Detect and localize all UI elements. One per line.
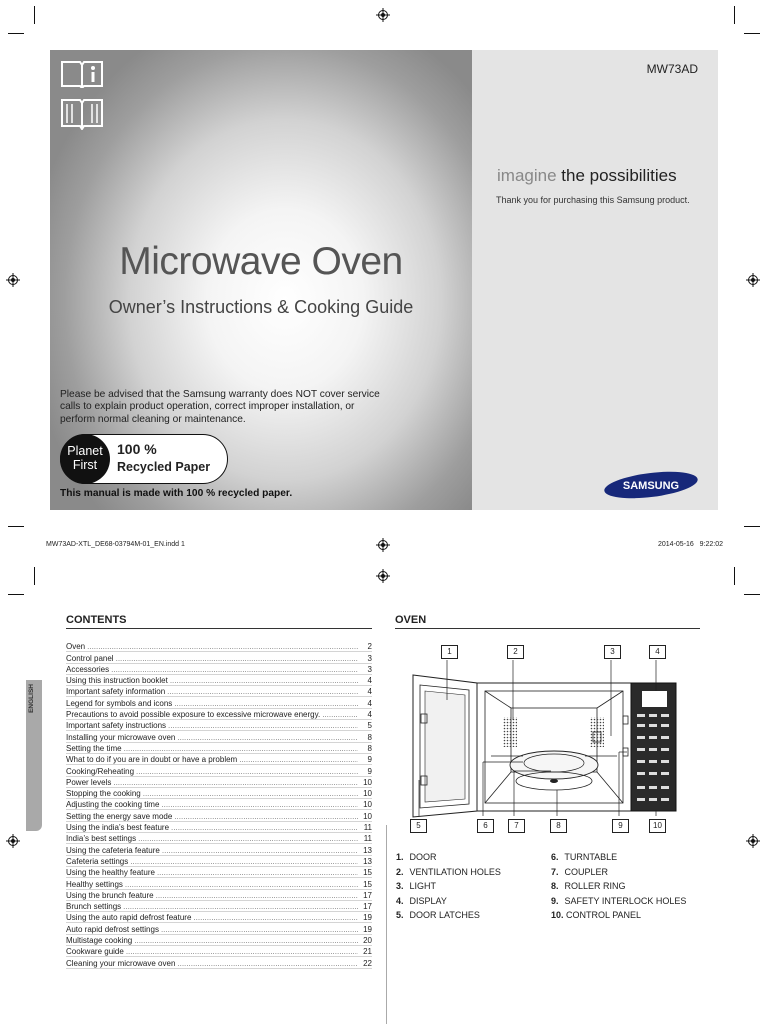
legend-number: 4. xyxy=(396,895,404,906)
callout-8: 8 xyxy=(550,819,567,833)
contents-item-title: Legend for symbols and icons xyxy=(66,698,173,708)
legend-number: 2. xyxy=(396,866,404,877)
contents-leader xyxy=(174,812,358,821)
contents-row[interactable] xyxy=(66,675,372,686)
contents-leader xyxy=(157,868,358,877)
contents-row[interactable] xyxy=(66,697,372,708)
contents-item-page: 11 xyxy=(363,834,372,844)
legend-label: LIGHT xyxy=(409,881,437,892)
contents-leader xyxy=(167,687,358,696)
contents-row[interactable] xyxy=(66,890,372,901)
legend-item xyxy=(551,879,686,894)
contents-item-page: 17 xyxy=(363,902,372,912)
contents-leader xyxy=(174,699,358,708)
callout-10: 10 xyxy=(649,819,666,833)
contents-item-page: 4 xyxy=(367,710,372,720)
legend-number: 5. xyxy=(396,910,404,921)
oven-legend-left xyxy=(396,850,501,923)
legend-label: VENTILATION HOLES xyxy=(409,866,501,877)
contents-item-title: Cleaning your microwave oven xyxy=(66,958,176,968)
contents-row[interactable] xyxy=(66,878,372,889)
contents-list xyxy=(66,641,372,969)
contents-row[interactable] xyxy=(66,856,372,867)
legend-item xyxy=(396,865,501,880)
callout-2: 2 xyxy=(507,645,524,659)
contents-item-page: 4 xyxy=(367,698,372,708)
contents-leader xyxy=(170,676,358,685)
contents-leader xyxy=(171,823,358,832)
open-book-icon xyxy=(60,96,104,130)
contents-row[interactable] xyxy=(66,664,372,675)
contents-leader xyxy=(143,789,358,798)
callout-4: 4 xyxy=(649,645,666,659)
contents-leader xyxy=(123,902,358,911)
contents-row[interactable] xyxy=(66,799,372,810)
legend-item xyxy=(551,894,686,909)
contents-item-page: 3 xyxy=(367,664,372,674)
oven-diagram xyxy=(395,640,700,840)
legend-label: DISPLAY xyxy=(409,895,447,906)
contents-leader xyxy=(130,857,358,866)
contents-leader xyxy=(125,880,358,889)
contents-row[interactable] xyxy=(66,686,372,697)
legend-item xyxy=(396,879,501,894)
contents-row[interactable] xyxy=(66,754,372,765)
column-divider xyxy=(386,825,387,1024)
contents-leader xyxy=(87,642,358,651)
tagline xyxy=(497,166,677,186)
contents-leader xyxy=(156,891,358,900)
contents-item-page: 15 xyxy=(363,868,372,878)
contents-item-title: Cooking/Reheating xyxy=(66,766,135,776)
samsung-logo xyxy=(603,470,699,500)
contents-leader xyxy=(177,733,358,742)
callout-6: 6 xyxy=(477,819,494,833)
contents-row[interactable] xyxy=(66,765,372,776)
contents-item-title: What to do if you are in doubt or have a problem xyxy=(66,755,238,765)
legend-number: 7. xyxy=(551,866,559,877)
contents-item-page: 19 xyxy=(363,913,372,923)
contents-row[interactable] xyxy=(66,731,372,742)
contents-item-title: Cafeteria settings xyxy=(66,856,129,866)
contents-item-title: Setting the energy save mode xyxy=(66,811,173,821)
contents-item-page: 20 xyxy=(363,936,372,946)
contents-row[interactable] xyxy=(66,788,372,799)
contents-row[interactable] xyxy=(66,912,372,923)
contents-item-page: 10 xyxy=(363,789,372,799)
slug-date: 2014-05-16 9:22:02 xyxy=(658,541,723,548)
contents-item-page: 9 xyxy=(367,766,372,776)
legend-label: DOOR xyxy=(409,852,437,862)
contents-item-title: Using the auto rapid defrost feature xyxy=(66,913,192,923)
contents-rule xyxy=(66,628,372,629)
contents-item-page: 22 xyxy=(363,958,372,968)
contents-leader xyxy=(168,721,358,730)
contents-item-page: 10 xyxy=(363,777,372,787)
warranty-notice: Please be advised that the Samsung warranty does NOT cover service calls to explain product operation, correct improper installation, or perform normal cleaning or maintenance. xyxy=(60,389,380,425)
contents-item-page: 10 xyxy=(363,811,372,821)
contents-item-title: Power levels xyxy=(66,777,112,787)
legend-item xyxy=(396,850,501,865)
contents-row[interactable] xyxy=(66,946,372,957)
registration-mark-icon xyxy=(376,538,390,552)
contents-row[interactable] xyxy=(66,957,372,968)
contents-item-title: Cookware guide xyxy=(66,947,124,957)
contents-heading: CONTENTS xyxy=(66,614,127,626)
contents-leader xyxy=(134,936,358,945)
legend-item xyxy=(396,894,501,909)
contents-item-page: 19 xyxy=(363,924,372,934)
contents-row[interactable] xyxy=(66,923,372,934)
registration-mark-icon xyxy=(376,569,390,583)
tagline-light: imagine xyxy=(497,166,557,185)
contents-leader xyxy=(177,959,358,968)
contents-item-title: Using the brunch feature xyxy=(66,890,154,900)
contents-row[interactable] xyxy=(66,777,372,788)
contents-row[interactable] xyxy=(66,935,372,946)
cover-subtitle: Owner’s Instructions & Cooking Guide xyxy=(108,297,414,317)
contents-item-title: India’s best settings xyxy=(66,834,137,844)
contents-item-title: Precautions to avoid possible exposure to excessive microwave energy. xyxy=(66,710,321,720)
contents-item-page: 2 xyxy=(367,642,372,652)
cover-title: Microwave Oven xyxy=(119,240,403,283)
legend-item xyxy=(551,850,686,865)
recycled-note: This manual is made with 100 % recycled paper. xyxy=(60,488,293,499)
contents-leader xyxy=(138,834,358,843)
contents-item-page: 3 xyxy=(367,653,372,663)
callout-3: 3 xyxy=(604,645,621,659)
tagline-dark: the possibilities xyxy=(561,166,677,185)
svg-text:SAMSUNG: SAMSUNG xyxy=(622,480,680,492)
contents-item-title: Using the cafeteria feature xyxy=(66,845,160,855)
registration-mark-icon xyxy=(6,273,20,287)
contents-row[interactable] xyxy=(66,743,372,754)
registration-mark-icon xyxy=(6,834,20,848)
contents-item-page: 13 xyxy=(363,845,372,855)
contents-item-title: Using the healthy feature xyxy=(66,868,155,878)
contents-leader xyxy=(161,800,358,809)
language-tab: ENGLISH xyxy=(26,680,42,831)
model-number: MW73AD xyxy=(646,62,698,76)
contents-leader xyxy=(113,778,358,787)
legend-label: ROLLER RING xyxy=(564,881,626,892)
cover-right-panel xyxy=(472,50,718,510)
contents-item-title: Stopping the cooking xyxy=(66,789,141,799)
contents-item-page: 4 xyxy=(367,676,372,686)
contents-item-title: Accessories xyxy=(66,664,110,674)
registration-mark-icon xyxy=(746,273,760,287)
legend-number: 9. xyxy=(551,895,559,906)
oven-rule xyxy=(395,628,700,629)
legend-label: COUPLER xyxy=(564,866,609,877)
contents-item-title: Setting the time xyxy=(66,743,122,753)
callout-1: 1 xyxy=(441,645,458,659)
contents-item-page: 15 xyxy=(363,879,372,889)
contents-item-page: 11 xyxy=(363,823,372,833)
contents-leader xyxy=(193,913,358,922)
contents-item-title: Healthy settings xyxy=(66,879,123,889)
contents-item-title: Oven xyxy=(66,642,86,652)
planet-first-logo: Planet First xyxy=(60,434,110,484)
contents-leader xyxy=(136,767,358,776)
legend-number: 10. xyxy=(551,910,564,921)
info-book-icon xyxy=(60,58,104,88)
legend-label: SAFETY INTERLOCK HOLES xyxy=(564,895,687,906)
contents-row[interactable] xyxy=(66,844,372,855)
legend-label: TURNTABLE xyxy=(564,852,618,862)
contents-leader xyxy=(111,665,358,674)
contents-item-page: 5 xyxy=(367,721,372,731)
legend-item xyxy=(551,908,686,923)
contents-row[interactable] xyxy=(66,833,372,844)
contents-item-title: Important safety instructions xyxy=(66,721,167,731)
contents-row[interactable] xyxy=(66,652,372,663)
contents-row[interactable] xyxy=(66,867,372,878)
contents-row[interactable] xyxy=(66,810,372,821)
contents-row[interactable] xyxy=(66,901,372,912)
legend-number: 8. xyxy=(551,881,559,892)
recycled-label: Recycled Paper xyxy=(117,460,211,474)
legend-item xyxy=(551,865,686,880)
legend-number: 6. xyxy=(551,852,559,862)
contents-item-title: Brunch settings xyxy=(66,902,122,912)
contents-item-page: 4 xyxy=(367,687,372,697)
contents-row[interactable] xyxy=(66,822,372,833)
contents-leader xyxy=(126,947,358,956)
callout-7: 7 xyxy=(508,819,525,833)
contents-item-title: Control panel xyxy=(66,653,114,663)
contents-row[interactable] xyxy=(66,641,372,652)
legend-label: DOOR LATCHES xyxy=(409,910,480,921)
cover-page xyxy=(50,50,718,510)
contents-item-page: 10 xyxy=(363,800,372,810)
legend-number: 3. xyxy=(396,881,404,892)
oven-heading: OVEN xyxy=(395,614,427,626)
contents-leader xyxy=(322,710,358,719)
contents-leader xyxy=(162,846,358,855)
recycled-percentage: 100 % xyxy=(117,441,157,457)
callout-9: 9 xyxy=(612,819,629,833)
contents-item-title: Using the india’s best feature xyxy=(66,823,170,833)
registration-mark-icon xyxy=(746,834,760,848)
contents-item-page: 17 xyxy=(363,890,372,900)
contents-leader xyxy=(239,755,358,764)
contents-item-title: Auto rapid defrost settings xyxy=(66,924,159,934)
contents-item-page: 8 xyxy=(367,743,372,753)
recycled-paper-badge xyxy=(60,434,228,484)
slug-filename: MW73AD-XTL_DE68-03794M-01_EN.indd 1 xyxy=(46,541,185,548)
contents-item-page: 21 xyxy=(363,947,372,957)
legend-number: 1. xyxy=(396,852,404,862)
contents-item-title: Adjusting the cooking time xyxy=(66,800,160,810)
callout-5: 5 xyxy=(410,819,427,833)
contents-item-page: 8 xyxy=(367,732,372,742)
contents-leader xyxy=(161,925,358,934)
registration-mark-icon xyxy=(376,8,390,22)
oven-legend-right xyxy=(551,850,686,923)
contents-leader xyxy=(124,744,358,753)
contents-row[interactable] xyxy=(66,709,372,720)
legend-label: CONTROL PANEL xyxy=(566,910,642,921)
contents-item-page: 9 xyxy=(367,755,372,765)
thank-you-text: Thank you for purchasing this Samsung product. xyxy=(496,195,690,205)
contents-item-title: Installing your microwave oven xyxy=(66,732,176,742)
contents-item-page: 13 xyxy=(363,856,372,866)
contents-leader xyxy=(116,654,358,663)
contents-item-title: Multistage cooking xyxy=(66,936,133,946)
contents-item-title: Important safety information xyxy=(66,687,166,697)
contents-row[interactable] xyxy=(66,720,372,731)
contents-item-title: Using this instruction booklet xyxy=(66,676,168,686)
legend-item xyxy=(396,908,501,923)
